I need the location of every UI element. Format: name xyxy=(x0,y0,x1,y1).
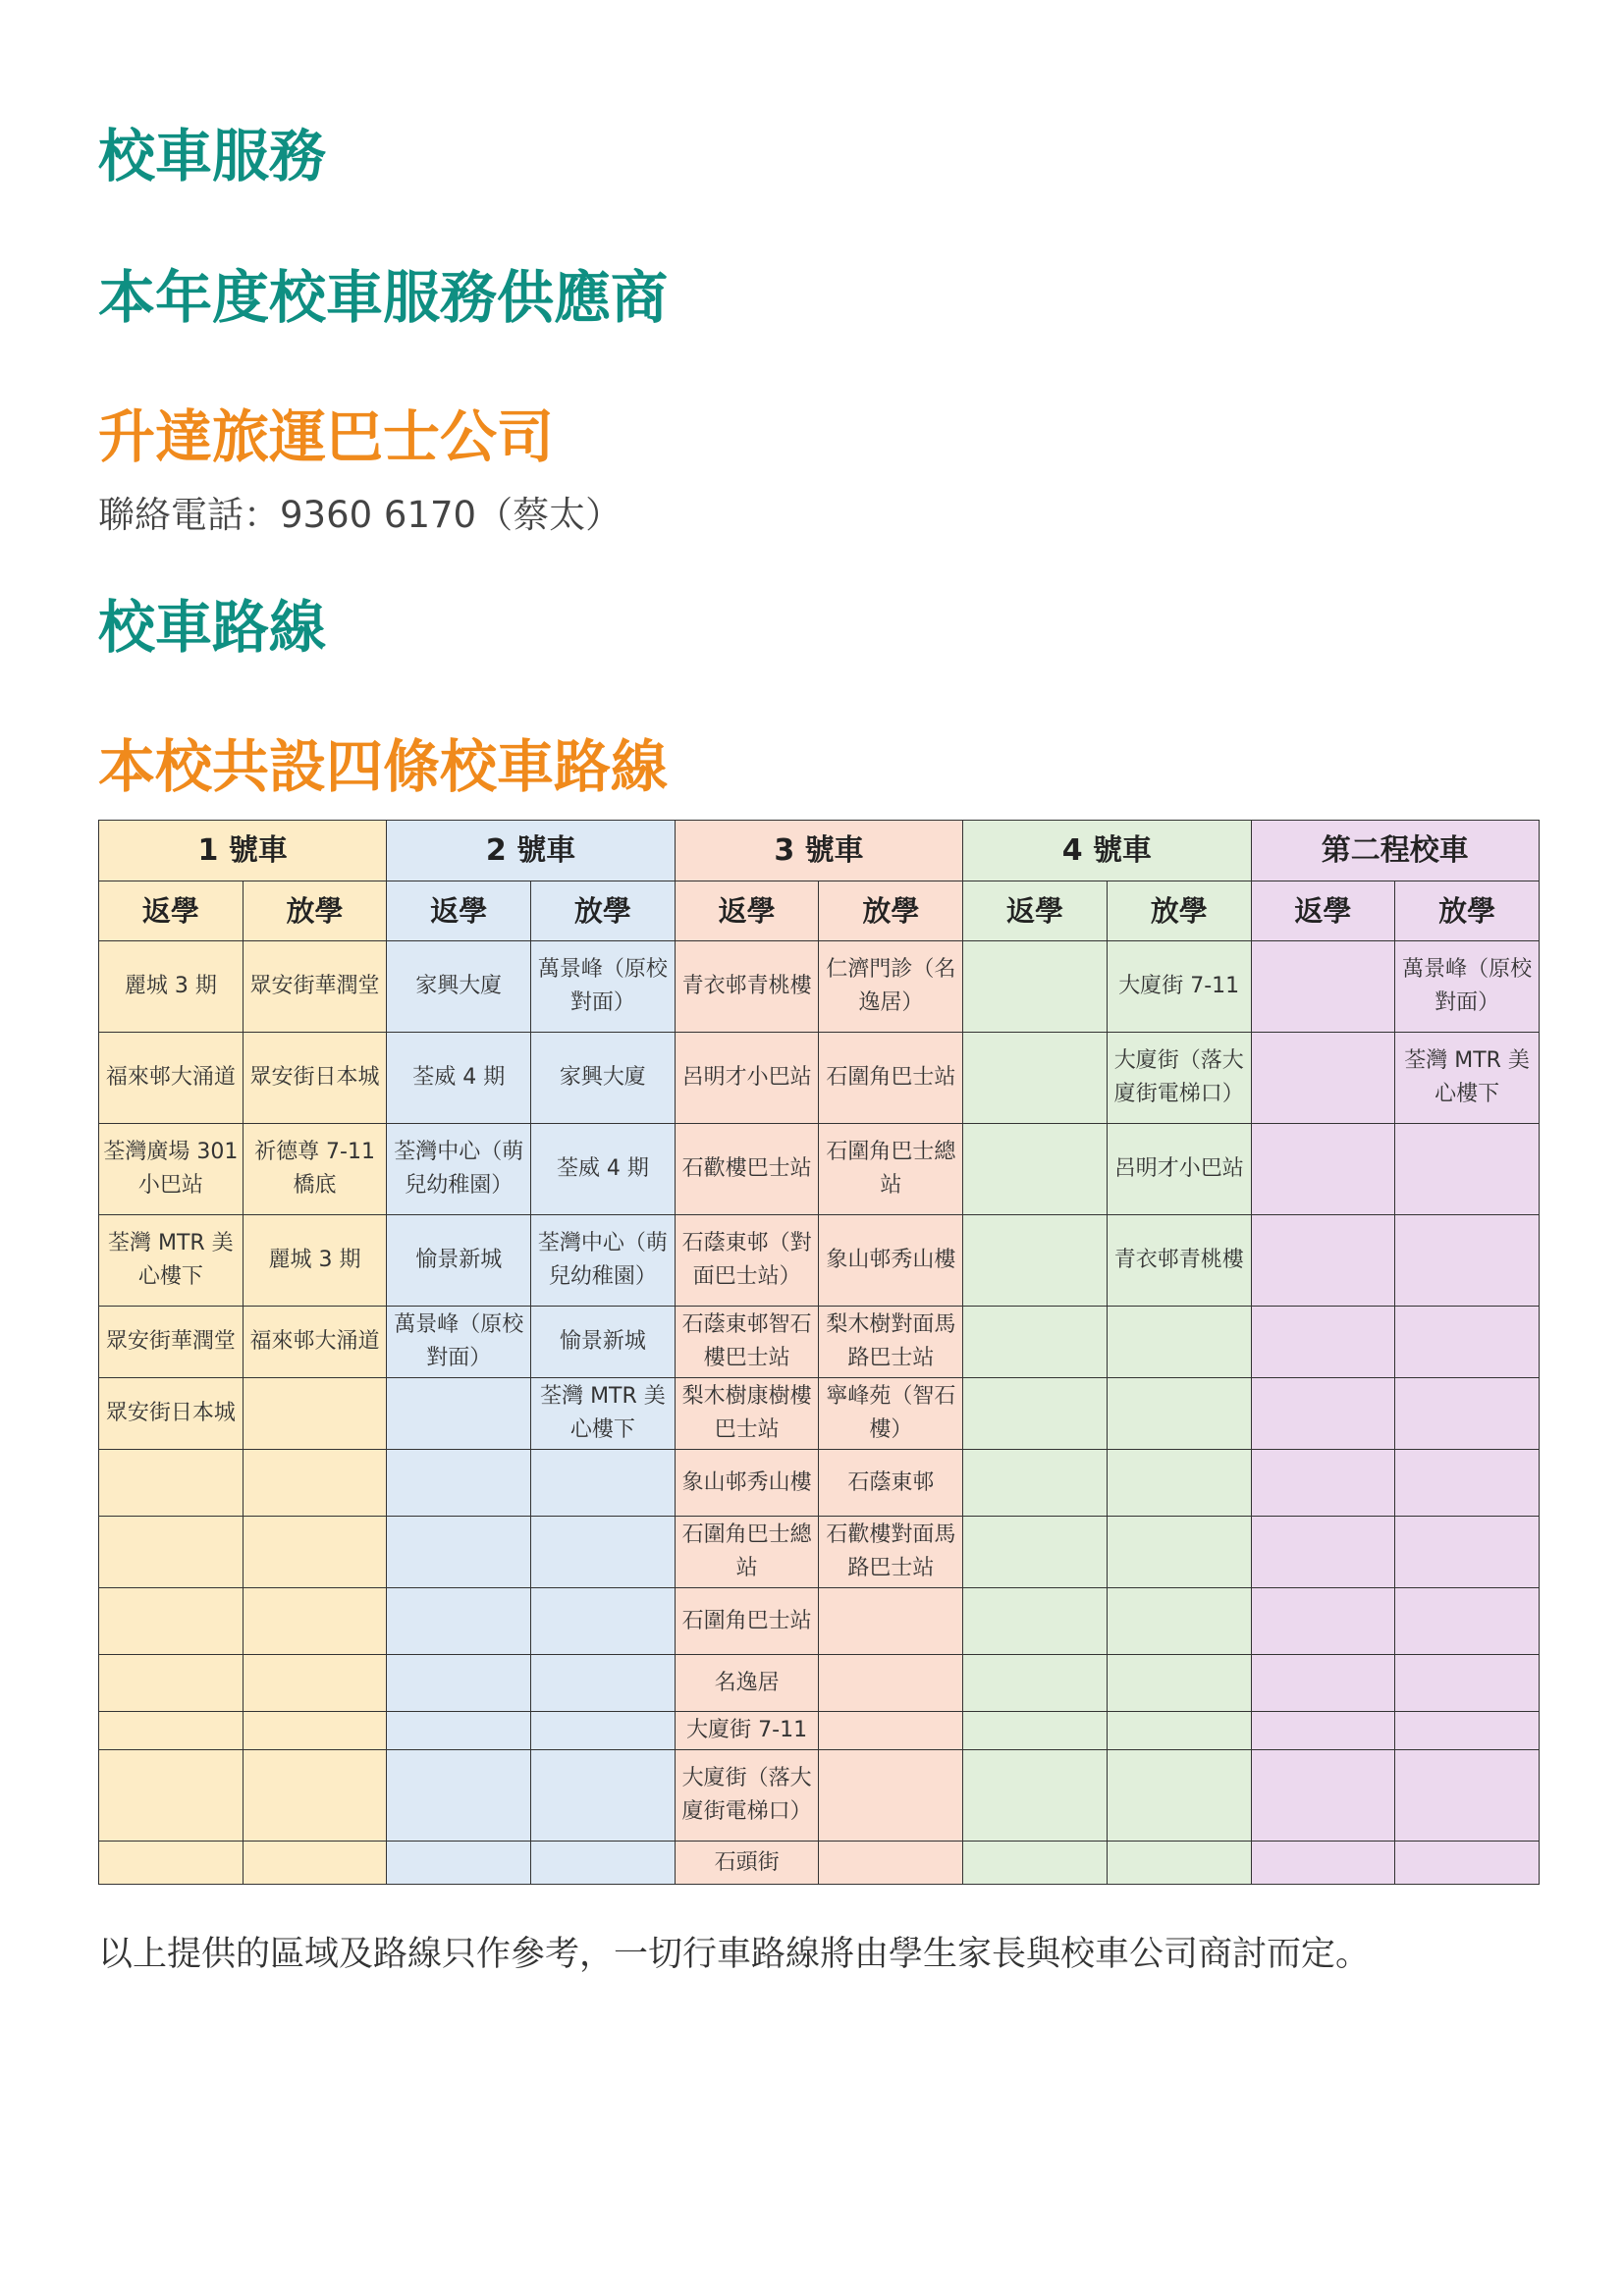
route-stop-cell: 祈德尊 7-11 橋底 xyxy=(243,1124,387,1215)
route-row xyxy=(99,1215,1540,1307)
trip-header: 放學 xyxy=(531,881,676,941)
route-stop-cell xyxy=(963,1215,1108,1307)
route-stop-cell: 福來邨大涌道 xyxy=(243,1307,387,1378)
route-stop-cell xyxy=(243,1842,387,1885)
route-stop-cell xyxy=(1251,1307,1395,1378)
route-stop-cell xyxy=(1251,1450,1395,1517)
route-stop-cell xyxy=(243,1378,387,1450)
route-stop-cell xyxy=(1251,1712,1395,1750)
route-stop-cell xyxy=(1395,1712,1540,1750)
routes-count-heading: 本校共設四條校車路線 xyxy=(98,733,669,800)
route-stop-cell: 荃灣 MTR 美心樓下 xyxy=(99,1215,244,1307)
route-stop-cell xyxy=(1107,1655,1251,1712)
route-stop-cell: 梨木樹對面馬路巴士站 xyxy=(819,1307,963,1378)
route-stop-cell xyxy=(819,1842,963,1885)
route-stop-cell xyxy=(1251,1124,1395,1215)
bus-header-row xyxy=(99,821,1540,881)
route-stop-cell xyxy=(1107,1712,1251,1750)
route-stop-cell: 象山邨秀山樓 xyxy=(819,1215,963,1307)
route-stop-cell xyxy=(531,1842,676,1885)
route-stop-cell xyxy=(387,1517,531,1588)
bus-routes-table xyxy=(98,820,1540,1885)
route-stop-cell: 石蔭東邨智石樓巴士站 xyxy=(675,1307,819,1378)
route-stop-cell: 石圍角巴士總站 xyxy=(675,1517,819,1588)
route-stop-cell: 荃灣中心（萌兒幼稚園） xyxy=(531,1215,676,1307)
trip-header: 返學 xyxy=(675,881,819,941)
route-stop-cell xyxy=(1251,1378,1395,1450)
trip-header: 放學 xyxy=(243,881,387,941)
route-stop-cell: 眾安街華潤堂 xyxy=(243,941,387,1033)
provider-heading: 本年度校車服務供應商 xyxy=(98,264,669,331)
route-stop-cell: 大廈街（落大廈街電梯口） xyxy=(675,1750,819,1842)
route-stop-cell: 荃威 4 期 xyxy=(531,1124,676,1215)
route-stop-cell xyxy=(963,1842,1108,1885)
route-row xyxy=(99,1450,1540,1517)
route-stop-cell: 家興大廈 xyxy=(531,1033,676,1124)
route-stop-cell: 石歡樓巴士站 xyxy=(675,1124,819,1215)
route-stop-cell xyxy=(963,1307,1108,1378)
route-stop-cell xyxy=(963,1712,1108,1750)
route-stop-cell: 荃灣 MTR 美心樓下 xyxy=(531,1378,676,1450)
route-stop-cell xyxy=(1107,1450,1251,1517)
trip-header: 放學 xyxy=(1395,881,1540,941)
route-stop-cell: 石圍角巴士總站 xyxy=(819,1124,963,1215)
route-stop-cell xyxy=(1395,1517,1540,1588)
route-stop-cell xyxy=(531,1517,676,1588)
route-stop-cell: 眾安街日本城 xyxy=(243,1033,387,1124)
route-stop-cell xyxy=(963,1033,1108,1124)
route-stop-cell: 石頭街 xyxy=(675,1842,819,1885)
route-stop-cell: 名逸居 xyxy=(675,1655,819,1712)
route-row xyxy=(99,941,1540,1033)
route-stop-cell xyxy=(963,1588,1108,1655)
route-stop-cell xyxy=(1251,1750,1395,1842)
route-stop-cell xyxy=(99,1588,244,1655)
route-stop-cell xyxy=(1395,1842,1540,1885)
route-stop-cell: 萬景峰（原校對面） xyxy=(1395,941,1540,1033)
trip-header: 返學 xyxy=(99,881,244,941)
route-stop-cell xyxy=(387,1378,531,1450)
route-stop-cell xyxy=(1251,1655,1395,1712)
route-stop-cell: 愉景新城 xyxy=(387,1215,531,1307)
route-stop-cell: 愉景新城 xyxy=(531,1307,676,1378)
route-stop-cell xyxy=(99,1712,244,1750)
route-stop-cell: 石蔭東邨（對面巴士站） xyxy=(675,1215,819,1307)
route-stop-cell xyxy=(819,1712,963,1750)
route-stop-cell: 梨木樹康樹樓巴士站 xyxy=(675,1378,819,1450)
bus-3-header: 3 號車 xyxy=(675,821,962,881)
route-stop-cell: 眾安街日本城 xyxy=(99,1378,244,1450)
route-stop-cell: 石圍角巴士站 xyxy=(675,1588,819,1655)
route-stop-cell xyxy=(1251,1215,1395,1307)
route-stop-cell xyxy=(387,1450,531,1517)
route-stop-cell: 麗城 3 期 xyxy=(243,1215,387,1307)
route-stop-cell: 寧峰苑（智石樓） xyxy=(819,1378,963,1450)
route-stop-cell xyxy=(963,1124,1108,1215)
trip-header: 放學 xyxy=(1107,881,1251,941)
company-name: 升達旅運巴士公司 xyxy=(98,403,555,470)
route-stop-cell: 大廈街 7-11 xyxy=(1107,941,1251,1033)
route-stop-cell xyxy=(99,1450,244,1517)
route-stop-cell xyxy=(963,1655,1108,1712)
route-stop-cell: 仁濟門診（名逸居） xyxy=(819,941,963,1033)
bus-2-header: 2 號車 xyxy=(387,821,675,881)
route-stop-cell xyxy=(1395,1215,1540,1307)
route-stop-cell xyxy=(1107,1307,1251,1378)
trip-header: 返學 xyxy=(963,881,1108,941)
route-stop-cell xyxy=(531,1750,676,1842)
route-stop-cell xyxy=(819,1588,963,1655)
route-stop-cell: 石圍角巴士站 xyxy=(819,1033,963,1124)
route-stop-cell xyxy=(1251,1588,1395,1655)
route-stop-cell: 荃灣 MTR 美心樓下 xyxy=(1395,1033,1540,1124)
route-stop-cell: 青衣邨青桃樓 xyxy=(675,941,819,1033)
route-stop-cell xyxy=(387,1712,531,1750)
route-stop-cell: 荃灣廣場 301 小巴站 xyxy=(99,1124,244,1215)
route-stop-cell xyxy=(531,1655,676,1712)
route-stop-cell xyxy=(1107,1842,1251,1885)
route-row xyxy=(99,1842,1540,1885)
route-stop-cell xyxy=(1251,1033,1395,1124)
bus-1-header: 1 號車 xyxy=(99,821,387,881)
route-stop-cell xyxy=(1395,1124,1540,1215)
route-stop-cell xyxy=(99,1655,244,1712)
route-stop-cell xyxy=(1107,1517,1251,1588)
routes-heading: 校車路線 xyxy=(98,594,327,661)
route-stop-cell xyxy=(531,1450,676,1517)
route-stop-cell xyxy=(1107,1378,1251,1450)
route-stop-cell xyxy=(1395,1588,1540,1655)
route-stop-cell xyxy=(99,1842,244,1885)
route-stop-cell xyxy=(1251,941,1395,1033)
route-stop-cell xyxy=(243,1588,387,1655)
route-stop-cell: 呂明才小巴站 xyxy=(675,1033,819,1124)
route-stop-cell xyxy=(1395,1378,1540,1450)
route-stop-cell: 石歡樓對面馬路巴士站 xyxy=(819,1517,963,1588)
route-stop-cell xyxy=(99,1517,244,1588)
route-stop-cell xyxy=(387,1655,531,1712)
route-stop-cell xyxy=(1251,1842,1395,1885)
bus-4-header: 4 號車 xyxy=(963,821,1251,881)
route-stop-cell: 青衣邨青桃樓 xyxy=(1107,1215,1251,1307)
route-rows xyxy=(99,941,1540,1885)
route-stop-cell xyxy=(963,1378,1108,1450)
route-row xyxy=(99,1307,1540,1378)
route-stop-cell: 麗城 3 期 xyxy=(99,941,244,1033)
route-stop-cell xyxy=(243,1450,387,1517)
route-stop-cell xyxy=(99,1750,244,1842)
school-bus-heading: 校車服務 xyxy=(98,123,327,189)
route-row xyxy=(99,1033,1540,1124)
route-row xyxy=(99,1378,1540,1450)
route-stop-cell: 萬景峰（原校對面） xyxy=(387,1307,531,1378)
route-stop-cell xyxy=(243,1750,387,1842)
route-stop-cell: 大廈街（落大廈街電梯口） xyxy=(1107,1033,1251,1124)
route-stop-cell xyxy=(387,1588,531,1655)
route-row xyxy=(99,1588,1540,1655)
route-row xyxy=(99,1655,1540,1712)
route-stop-cell xyxy=(963,1517,1108,1588)
route-stop-cell xyxy=(963,1450,1108,1517)
route-row xyxy=(99,1750,1540,1842)
route-stop-cell xyxy=(531,1588,676,1655)
trip-header-row xyxy=(99,881,1540,941)
route-stop-cell: 呂明才小巴站 xyxy=(1107,1124,1251,1215)
route-stop-cell: 萬景峰（原校對面） xyxy=(531,941,676,1033)
trip-header: 放學 xyxy=(819,881,963,941)
route-stop-cell xyxy=(1107,1588,1251,1655)
route-stop-cell xyxy=(819,1750,963,1842)
route-stop-cell xyxy=(531,1712,676,1750)
second-trip-header: 第二程校車 xyxy=(1251,821,1539,881)
route-stop-cell: 眾安街華潤堂 xyxy=(99,1307,244,1378)
route-stop-cell xyxy=(1107,1750,1251,1842)
route-stop-cell xyxy=(243,1655,387,1712)
route-stop-cell xyxy=(1395,1307,1540,1378)
route-stop-cell: 家興大廈 xyxy=(387,941,531,1033)
route-stop-cell xyxy=(387,1842,531,1885)
route-stop-cell xyxy=(1395,1750,1540,1842)
route-stop-cell: 象山邨秀山樓 xyxy=(675,1450,819,1517)
route-stop-cell xyxy=(1251,1517,1395,1588)
contact-phone: 聯絡電話：9360 6170（蔡太） xyxy=(98,494,623,536)
route-stop-cell xyxy=(387,1750,531,1842)
trip-header: 返學 xyxy=(1251,881,1395,941)
route-stop-cell: 荃灣中心（萌兒幼稚園） xyxy=(387,1124,531,1215)
route-row xyxy=(99,1517,1540,1588)
route-stop-cell xyxy=(819,1655,963,1712)
trip-header: 返學 xyxy=(387,881,531,941)
route-row xyxy=(99,1712,1540,1750)
route-stop-cell xyxy=(243,1517,387,1588)
route-stop-cell xyxy=(963,941,1108,1033)
route-stop-cell: 福來邨大涌道 xyxy=(99,1033,244,1124)
route-stop-cell xyxy=(1395,1655,1540,1712)
disclaimer-note: 以上提供的區域及路線只作參考，一切行車路線將由學生家長與校車公司商討而定。 xyxy=(98,1935,1371,1974)
route-stop-cell: 荃威 4 期 xyxy=(387,1033,531,1124)
route-stop-cell: 石蔭東邨 xyxy=(819,1450,963,1517)
route-stop-cell xyxy=(1395,1450,1540,1517)
route-stop-cell xyxy=(243,1712,387,1750)
route-row xyxy=(99,1124,1540,1215)
route-stop-cell: 大廈街 7-11 xyxy=(675,1712,819,1750)
route-stop-cell xyxy=(963,1750,1108,1842)
